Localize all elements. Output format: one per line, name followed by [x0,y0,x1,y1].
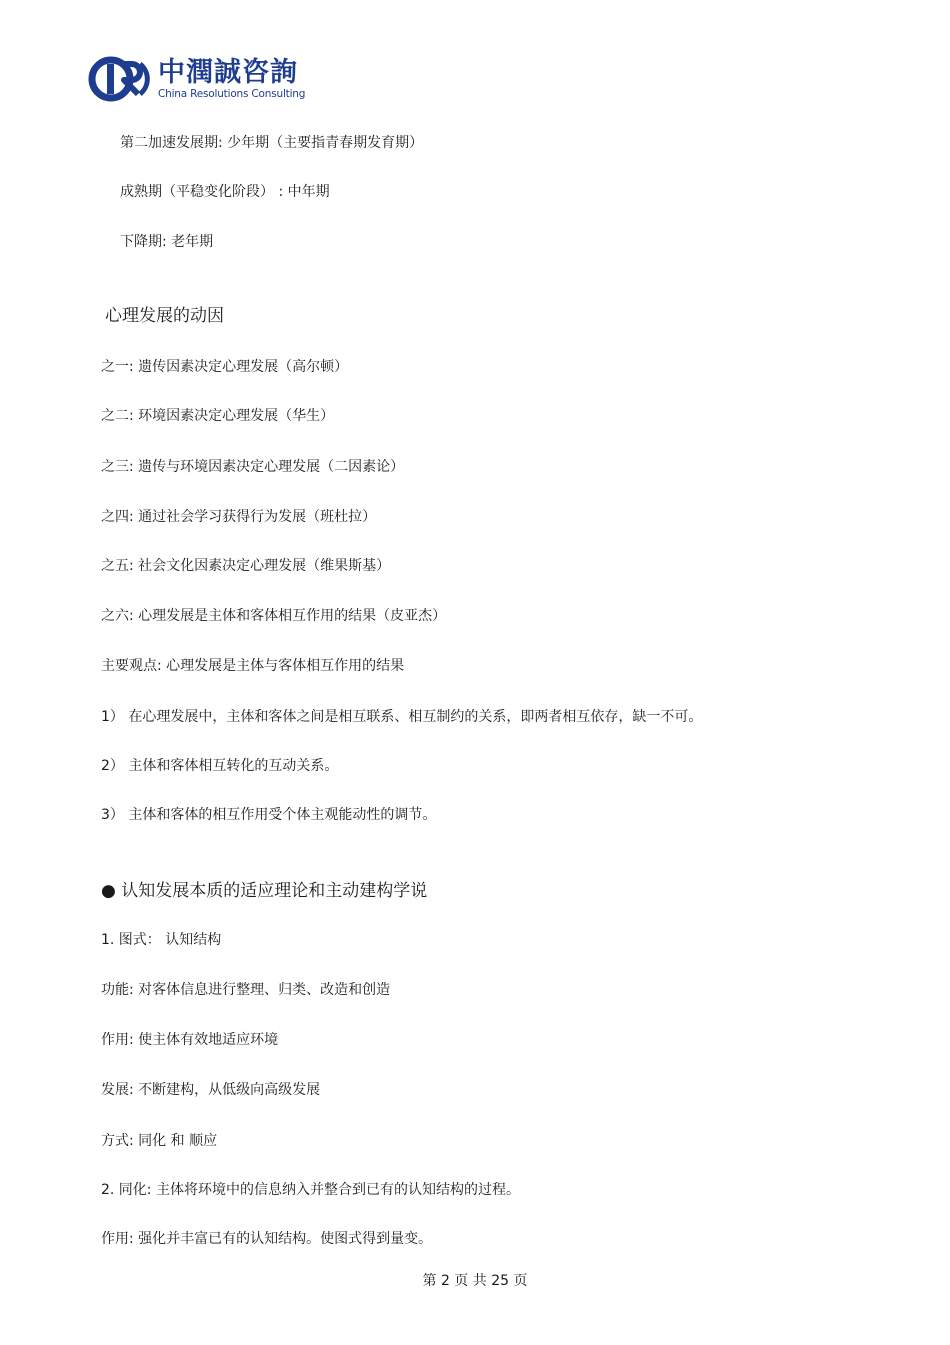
text-line: 2. 同化: 主体将环境中的信息纳入并整合到已有的认知结构的过程。 [101,1182,520,1198]
text-line: 之三: 遗传与环境因素决定心理发展（二因素论） [101,459,405,475]
text-line: 主要观点: 心理发展是主体与客体相互作用的结果 [101,658,405,674]
logo-chinese-name: 中潤誠咨詢 [158,57,298,88]
text-line: 3） 主体和客体的相互作用受个体主观能动性的调节。 [101,807,437,823]
section-heading: ● 认知发展本质的适应理论和主动建构学说 [101,881,428,901]
text-line: 下降期: 老年期 [120,234,214,250]
section-heading: 心理发展的动因 [105,306,224,326]
text-line: 1） 在心理发展中，主体和客体之间是相互联系、相互制约的关系，即两者相互依存，缺一不可。 [101,709,703,725]
company-logo [88,56,305,102]
text-line: 之一: 遗传因素决定心理发展（高尔顿） [101,359,349,375]
text-line: 之五: 社会文化因素决定心理发展（维果斯基） [101,558,391,574]
text-line: 方式: 同化 和 顺应 [101,1133,218,1149]
page-number-footer: 第 2 页 共 25 页 [422,1273,528,1289]
company-logo-mark-icon [88,56,154,102]
text-line: 2） 主体和客体相互转化的互动关系。 [101,758,339,774]
text-line: 1. 图式： 认知结构 [101,932,222,948]
text-line: 第二加速发展期: 少年期（主要指青春期发育期） [120,135,424,151]
text-line: 之四: 通过社会学习获得行为发展（班杜拉） [101,509,377,525]
text-line: 成熟期（平稳变化阶段） : 中年期 [120,184,330,200]
text-line: 之二: 环境因素决定心理发展（华生） [101,408,335,424]
logo-english-name: China Resolutions Consulting [158,88,306,100]
text-line: 功能: 对客体信息进行整理、归类、改造和创造 [101,982,391,998]
text-line: 之六: 心理发展是主体和客体相互作用的结果（皮亚杰） [101,608,447,624]
text-line: 作用: 使主体有效地适应环境 [101,1032,279,1048]
text-line: 发展: 不断建构，从低级向高级发展 [101,1082,321,1098]
text-line: 作用: 强化并丰富已有的认知结构。使图式得到量变。 [101,1231,433,1247]
